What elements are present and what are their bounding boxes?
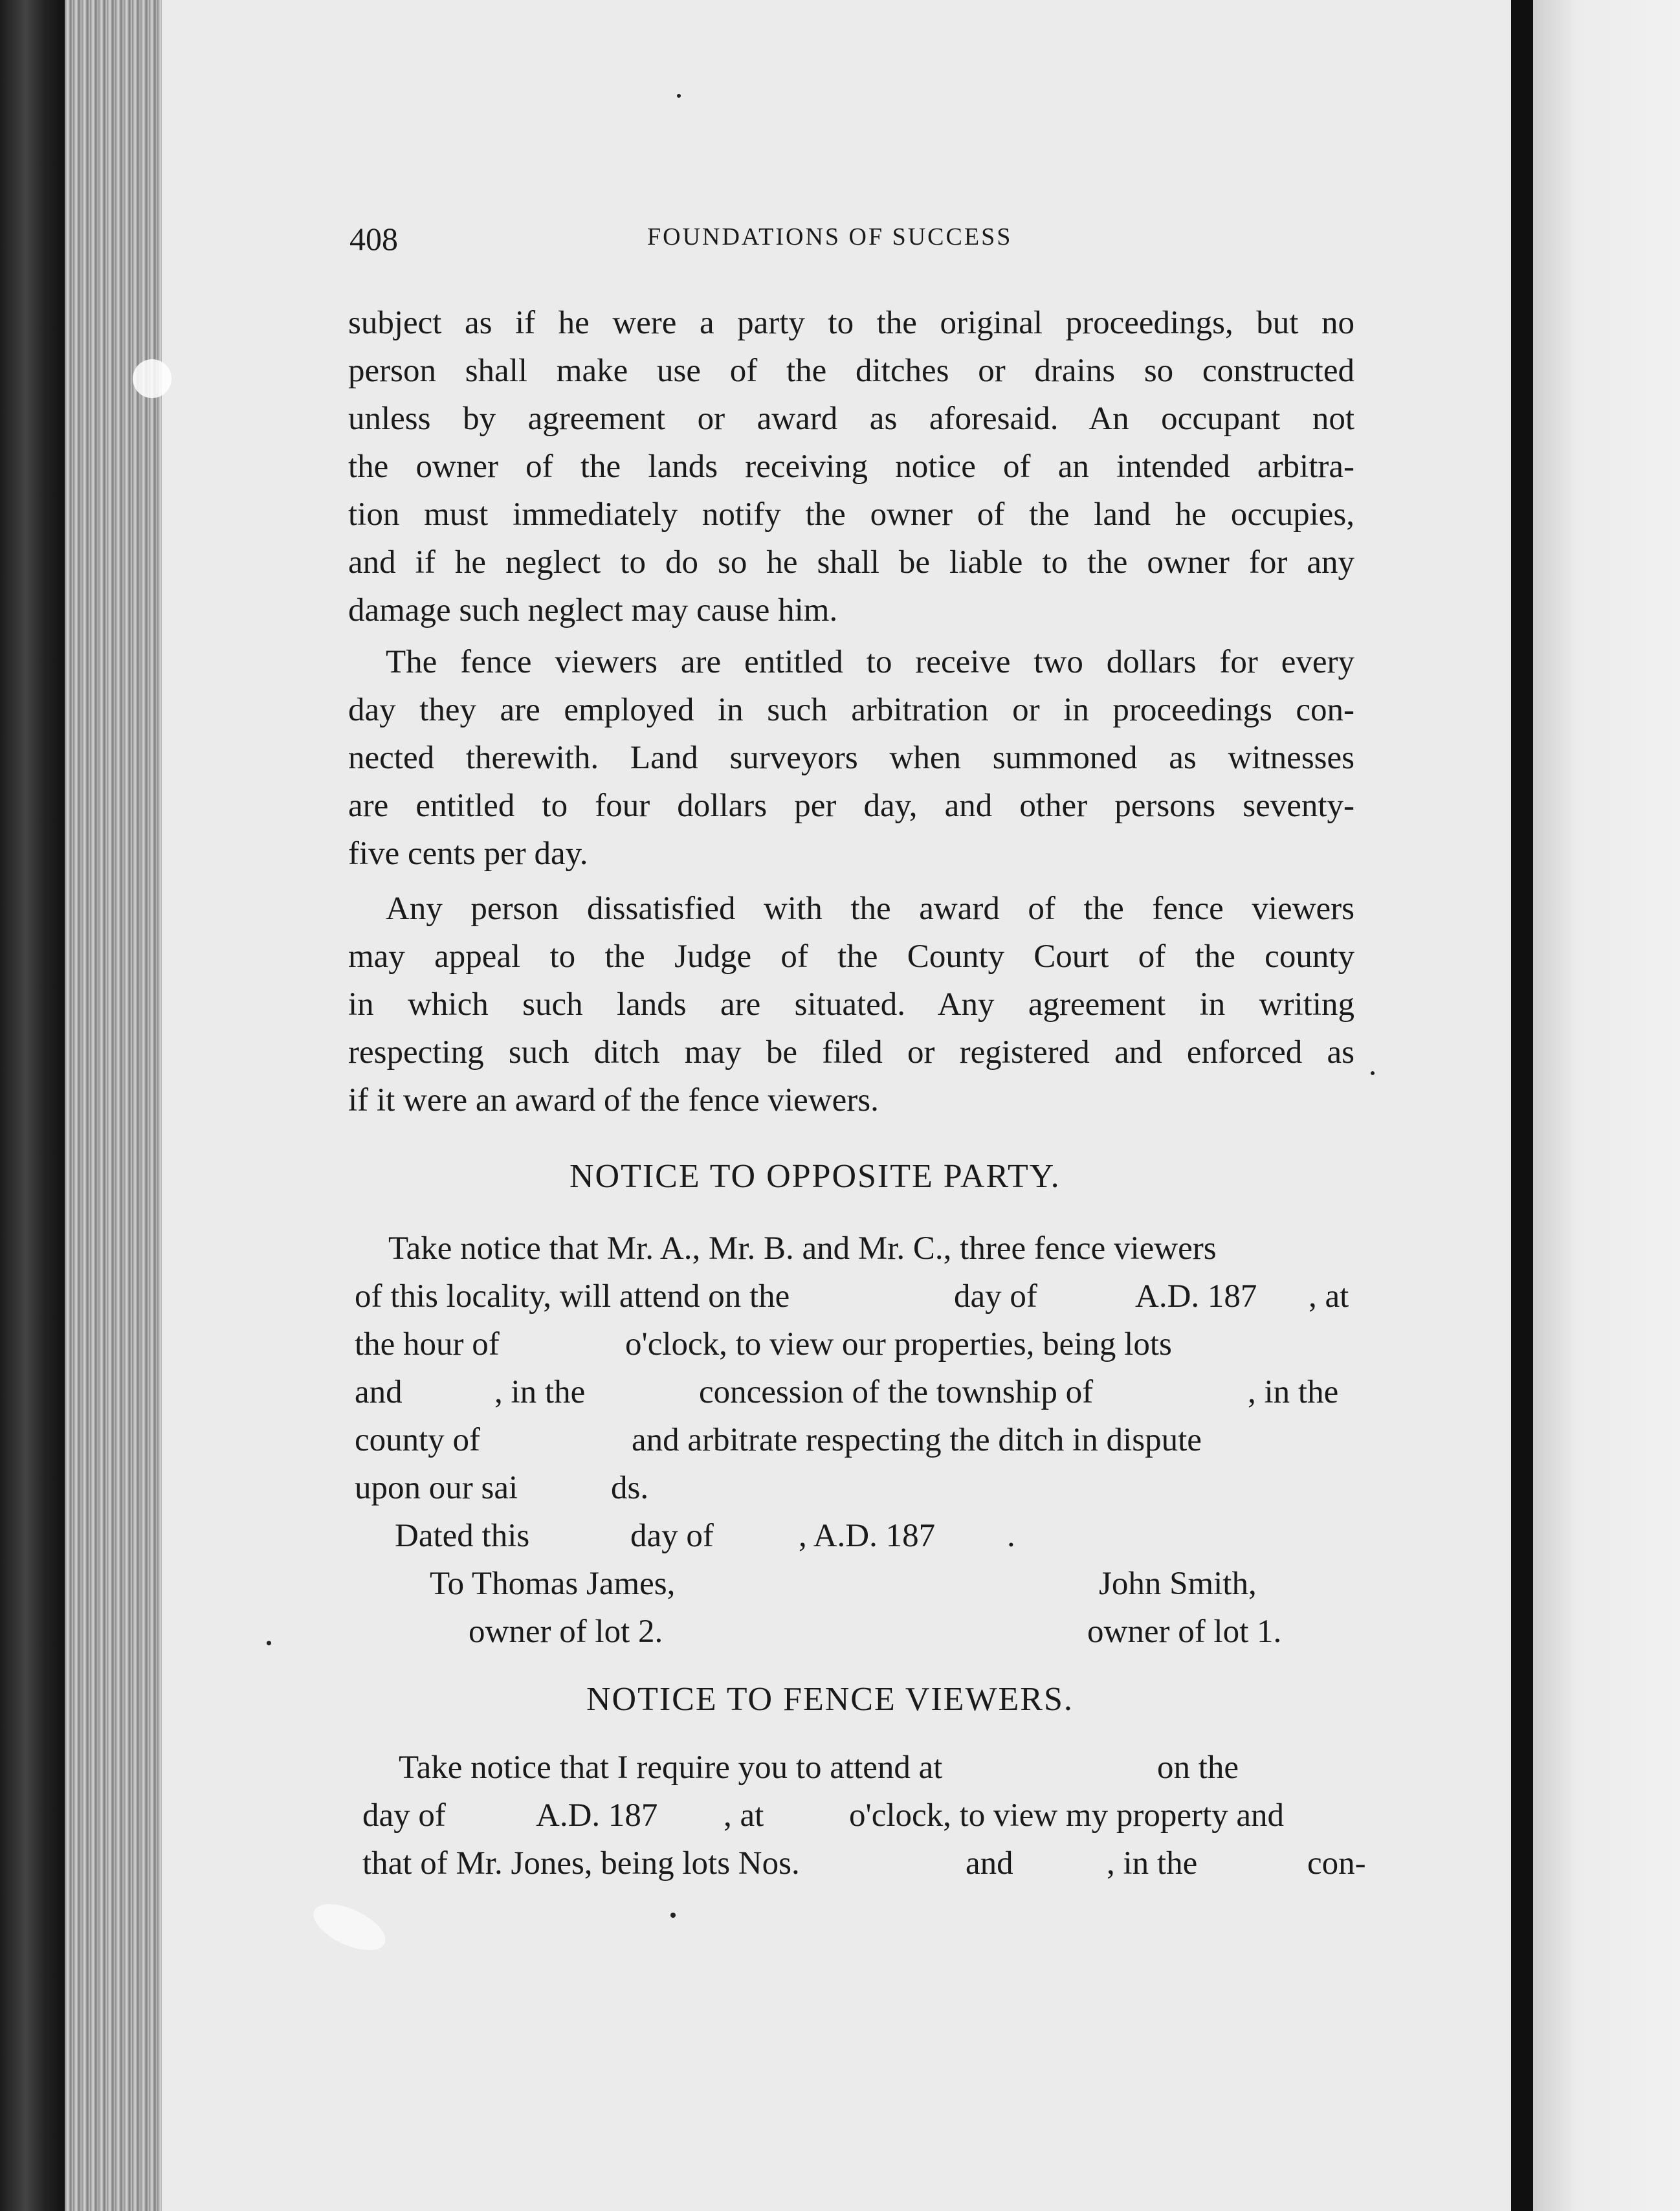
text-line: The fence viewers are entitled to receive two dollars for every: [386, 644, 1354, 680]
addressee-name: To Thomas James,: [430, 1566, 676, 1602]
notice-opposite-heading: NOTICE TO OPPOSITE PARTY.: [569, 1158, 1061, 1195]
form-text: Take notice that Mr. A., Mr. B. and Mr. C., three fence viewers: [388, 1230, 1217, 1267]
form-line: [355, 1368, 1364, 1416]
form-text: of this locality, will attend on the: [355, 1278, 790, 1315]
page-speck: [670, 1913, 676, 1918]
text-line: unless by agreement or award as aforesaid. An occupant not: [348, 401, 1354, 437]
page-number: 408: [349, 221, 398, 257]
form-text: and arbitrate respecting the ditch in dispute: [632, 1422, 1202, 1458]
form-text: o'clock, to view our properties, being lots: [625, 1326, 1172, 1362]
page-smudge: [133, 359, 171, 398]
text-line: nected therewith. Land surveyors when summoned as witnesses: [348, 740, 1354, 776]
page-edges: [65, 0, 162, 2211]
text-line: five cents per day.: [348, 836, 588, 872]
form-text: con-: [1307, 1845, 1366, 1882]
form-text: A.D. 187: [536, 1797, 658, 1834]
text-line: and if he neglect to do so he shall be liable to the owner for any: [348, 544, 1354, 581]
form-text: .: [1007, 1518, 1015, 1554]
book-gutter: [1511, 0, 1533, 2211]
form-line: [355, 1512, 1364, 1560]
form-text: and: [966, 1845, 1013, 1882]
form-text: that of Mr. Jones, being lots Nos.: [362, 1845, 800, 1882]
form-text: , in the: [1248, 1374, 1339, 1410]
text-line: day they are employed in such arbitration or in proceedings con-: [348, 692, 1354, 728]
sender-name: John Smith,: [1099, 1566, 1257, 1602]
page-speck: [1371, 1071, 1375, 1075]
form-text: and: [355, 1374, 403, 1410]
form-line: [362, 1744, 1372, 1792]
paragraph-2: [348, 638, 1354, 878]
form-text: day of: [362, 1797, 446, 1834]
text-line: subject as if he were a party to the original proceedings, but no: [348, 305, 1354, 341]
form-line: [355, 1225, 1364, 1272]
notice-fence-heading: NOTICE TO FENCE VIEWERS.: [586, 1681, 1074, 1718]
form-text: day of: [630, 1518, 714, 1554]
form-line: [355, 1320, 1364, 1368]
form-line: [362, 1839, 1372, 1887]
form-text: , in the: [494, 1374, 586, 1410]
text-line: person shall make use of the ditches or drains so constructed: [348, 353, 1354, 389]
form-text: A.D. 187: [1135, 1278, 1257, 1315]
page-header: [349, 220, 1372, 265]
form-text: day of: [954, 1278, 1037, 1315]
notice-fence-form: [362, 1744, 1372, 1887]
paragraph-3: [348, 885, 1354, 1124]
form-line: [355, 1272, 1364, 1320]
form-text: Dated this: [395, 1518, 530, 1554]
form-text: Take notice that I require you to attend at: [399, 1750, 943, 1786]
text-line: may appeal to the Judge of the County Court of the county: [348, 939, 1354, 975]
sender-lot: owner of lot 1.: [1087, 1614, 1282, 1650]
form-text: ds.: [611, 1470, 649, 1506]
form-text: concession of the township of: [699, 1374, 1094, 1410]
form-text: , at: [724, 1797, 764, 1834]
form-text: on the: [1157, 1750, 1239, 1786]
text-line: in which such lands are situated. Any agreement in writing: [348, 986, 1354, 1023]
form-text: , at: [1309, 1278, 1349, 1315]
text-line: respecting such ditch may be filed or registered and enforced as: [348, 1034, 1354, 1071]
addressee-lot: owner of lot 2.: [469, 1614, 663, 1650]
text-line: tion must immediately notify the owner of the land he occupies,: [348, 496, 1354, 533]
text-line: are entitled to four dollars per day, and other persons seventy-: [348, 788, 1354, 824]
form-text: , A.D. 187: [799, 1518, 936, 1554]
form-line: [355, 1560, 1364, 1608]
form-text: , in the: [1107, 1845, 1198, 1882]
text-line: the owner of the lands receiving notice of an intended arbitra-: [348, 449, 1354, 485]
form-line: [355, 1464, 1364, 1512]
text-line: damage such neglect may cause him.: [348, 592, 838, 628]
page-speck: [677, 94, 681, 98]
page-speck: [267, 1641, 271, 1645]
form-text: upon our sai: [355, 1470, 518, 1506]
notice-opposite-form: [355, 1225, 1364, 1656]
paragraph-1: [348, 299, 1354, 634]
book-edge: [0, 0, 65, 2211]
form-text: o'clock, to view my property and: [849, 1797, 1285, 1834]
form-line: [362, 1792, 1372, 1839]
running-title: FOUNDATIONS OF SUCCESS: [647, 223, 1013, 250]
form-line: [355, 1416, 1364, 1464]
text-line: if it were an award of the fence viewers.: [348, 1082, 879, 1118]
text-line: Any person dissatisfied with the award of the fence viewers: [386, 891, 1354, 927]
form-line: [355, 1608, 1364, 1656]
form-text: county of: [355, 1422, 481, 1458]
form-text: the hour of: [355, 1326, 500, 1362]
facing-page-edge: [1533, 0, 1680, 2211]
